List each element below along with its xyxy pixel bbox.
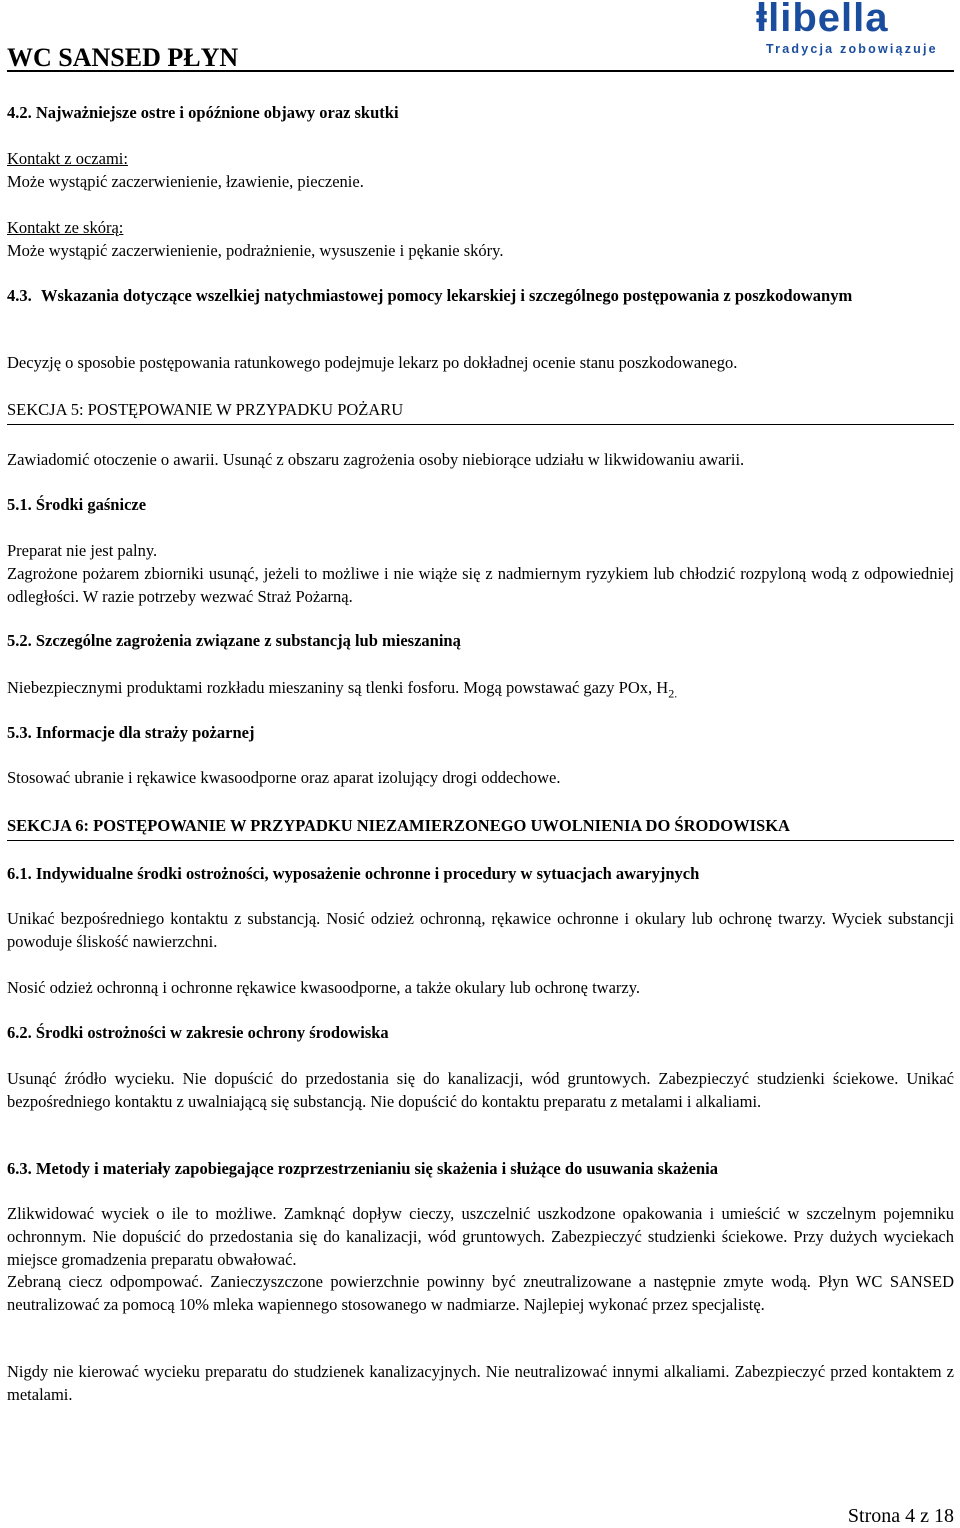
section-5-title: SEKCJA 5: POSTĘPOWANIE W PRZYPADKU POŻARU <box>7 400 404 419</box>
heading-6-2: 6.2. Środki ostrożności w zakresie ochrony środowiska <box>7 1023 389 1042</box>
skin-contact-label: Kontakt ze skórą: <box>7 218 124 237</box>
logo-wordmark: ⱡlibella <box>756 0 889 41</box>
heading-5-3: 5.3. Informacje dla straży pożarnej <box>7 723 255 742</box>
eyes-contact-text: Może wystąpić zaczerwienienie, łzawienie, pieczenie. <box>7 172 364 191</box>
section-5-1-line: Preparat nie jest palny. <box>7 541 158 560</box>
heading-4-2: 4.2. Najważniejsze ostre i opóźnione objawy oraz skutki <box>7 103 399 122</box>
heading-4-3 <box>7 284 954 307</box>
libella-logo <box>756 2 952 64</box>
heading-6-3: 6.3. Metody i materiały zapobiegające rozprzestrzenianiu się skażenia i służące do usuwania skażenia <box>7 1159 718 1178</box>
document-title: WC SANSED PŁYN <box>7 43 239 72</box>
eyes-contact-label: Kontakt z oczami: <box>7 149 128 168</box>
header-rule <box>7 70 954 72</box>
logo-symbol-icon: ⱡ <box>756 0 769 40</box>
section-5-2-text <box>7 676 677 705</box>
section-6-3-para2: Zebraną ciecz odpompować. Zanieczyszczone powierzchnie powinny być zneutralizowane a następnie zmyte wodą. Płyn WC SANSED neutralizować za pomocą 10% mleka wapiennego stosowanego w nadmiarze. Najlepiej wykonać przez specjalistę. <box>7 1272 954 1314</box>
section-6-title: SEKCJA 6: POSTĘPOWANIE W PRZYPADKU NIEZAMIERZONEGO UWOLNIENIA DO ŚRODOWISKA <box>7 816 790 835</box>
logo-tagline: Tradycja zobowiązuje <box>766 42 938 56</box>
heading-4-3-number: 4.3. <box>7 286 32 305</box>
section-5-1-para: Zagrożone pożarem zbiorniki usunąć, jeżeli to możliwe i nie wiąże się z nadmiernym ryzykiem lub chłodzić rozpyloną wodą z odpowiedniej odległości. W razie potrzeby wezwać Straż Pożarną. <box>7 564 954 606</box>
section-6-2-para: Usunąć źródło wycieku. Nie dopuścić do przedostania się do kanalizacji, wód gruntowych. Zabezpieczyć studzienki ściekowe. Unikać bezpośredniego kontaktu z uwalniającą się substancją. Nie dopuścić do kontaktu preparatu z metalami i alkaliami. <box>7 1069 954 1111</box>
page-number: Strona 4 z 18 <box>847 1505 954 1527</box>
section-4-3-text: Decyzję o sposobie postępowania ratunkowego podejmuje lekarz po dokładnej ocenie stanu poszkodowanego. <box>7 353 738 372</box>
section-5-2-subscript: 2. <box>668 686 678 701</box>
section-6-1-para1: Unikać bezpośredniego kontaktu z substancją. Nosić odzież ochronną, rękawice ochronne i okulary lub ochronę twarzy. Wyciek substancji powoduje śliskość nawierzchni. <box>7 909 954 951</box>
heading-5-2: 5.2. Szczególne zagrożenia związane z substancją lub mieszaniną <box>7 631 461 650</box>
section-6-3-para1: Zlikwidować wyciek o ile to możliwe. Zamknąć dopływ cieczy, uszczelnić uszkodzone opakowania i umieścić w szczelnym pojemniku ochronnym. Nie dopuścić do przedostania się do kanalizacji, wód gruntowych. Zabezpieczyć studzienki ściekowe. Przy dużych wyciekach miejsce gromadzenia preparatu obwałować. <box>7 1204 954 1269</box>
section-6-1-para2: Nosić odzież ochronną i ochronne rękawice kwasoodporne, a także okulary lub ochronę twarzy. <box>7 978 641 997</box>
section-5-intro: Zawiadomić otoczenie o awarii. Usunąć z obszaru zagrożenia osoby niebiorące udziału w likwidowaniu awarii. <box>7 450 745 469</box>
heading-5-1: 5.1. Środki gaśnicze <box>7 495 147 514</box>
section-5-title-bar <box>7 397 954 425</box>
section-6-3-para3: Nigdy nie kierować wycieku preparatu do studzienek kanalizacyjnych. Nie neutralizować innymi alkaliami. Zabezpieczyć przed kontaktem z metalami. <box>7 1362 954 1404</box>
section-5-2-sentence: Niebezpiecznymi produktami rozkładu mieszaniny są tlenki fosforu. Mogą powstawać gazy POx, H <box>7 678 669 697</box>
section-5-3-text: Stosować ubranie i rękawice kwasoodporne oraz aparat izolujący drogi oddechowe. <box>7 768 561 787</box>
skin-contact-text: Może wystąpić zaczerwienienie, podrażnienie, wysuszenie i pękanie skóry. <box>7 241 504 260</box>
section-6-title-bar <box>7 813 954 841</box>
heading-6-1: 6.1. Indywidualne środki ostrożności, wyposażenie ochronne i procedury w sytuacjach awaryjnych <box>7 864 700 883</box>
heading-4-3-text: Wskazania dotyczące wszelkiej natychmiastowej pomocy lekarskiej i szczególnego postępowania z poszkodowanym <box>41 286 853 305</box>
